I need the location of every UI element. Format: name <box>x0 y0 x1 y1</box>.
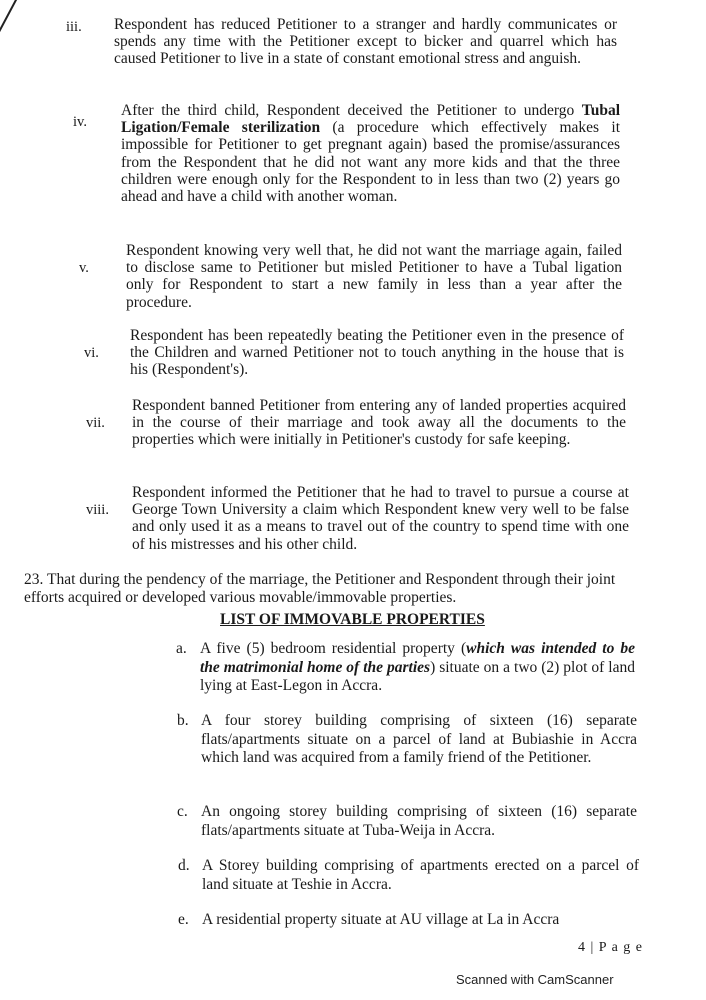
item-text: Respondent knowing very well that, he did not want the marriage again, failed to disclose same to Petitioner but misled Petitioner to have a Tubal ligation only for Respondent to start a new family in less than a year after the procedure. <box>126 242 622 311</box>
property-text-part: ) situate on a two (2) plot of land lying at East-Legon in Accra. <box>200 658 635 694</box>
list-item-vii <box>86 397 626 449</box>
list-item-viii <box>86 484 629 553</box>
item-text-emphasis: Tubal Ligation/Female sterilization <box>121 102 620 137</box>
property-item-d <box>178 857 639 894</box>
list-item-iii <box>66 16 617 68</box>
property-text: A four storey building comprising of sixteen (16) separate flats/apartments situate on a parcel of land at Bubiashie in Accra which land was acquired from a family friend of the Petitioner. <box>201 712 637 766</box>
page-edge-line <box>0 0 20 37</box>
item-number: iv. <box>73 114 87 130</box>
property-item-b <box>177 712 637 768</box>
property-letter: e. <box>178 911 189 928</box>
item-number: vi. <box>84 345 99 361</box>
property-text: An ongoing storey building comprising of sixteen (16) separate flats/apartments situate at Tuba-Weija in Accra. <box>201 803 637 839</box>
item-number: iii. <box>66 19 82 35</box>
item-number: vii. <box>86 415 105 431</box>
item-text: Respondent has reduced Petitioner to a stranger and hardly communicates or spends any time with the Petitioner except to bicker and quarrel which has caused Petitioner to live in a state of constant emotional stress and anguish. <box>114 16 617 68</box>
list-item-iv <box>73 102 620 205</box>
list-item-vi <box>84 327 624 379</box>
property-item-a <box>176 640 635 696</box>
section-heading: LIST OF IMMOVABLE PROPERTIES <box>220 611 485 628</box>
item-text: Respondent has been repeatedly beating the Petitioner even in the presence of the Children and warned Petitioner not to touch anything in the house that is his (Respondent's). <box>130 327 624 379</box>
property-letter: b. <box>177 712 189 729</box>
item-text-part: After the third child, Respondent deceived the Petitioner to undergo <box>121 102 582 119</box>
item-text: Respondent banned Petitioner from entering any of landed properties acquired in the course of their marriage and took away all the documents to the properties which were initially in Petitioner's custody for safe keeping. <box>132 397 626 449</box>
paragraph-23: 23. That during the pendency of the marriage, the Petitioner and Respondent through their joint efforts acquired or developed various movable/immovable properties. <box>24 571 616 606</box>
property-text-emphasis: which was intended to be the matrimonial home of the parties <box>200 640 635 676</box>
item-number: viii. <box>86 502 109 518</box>
page-number: 4 | P a g e <box>578 940 643 955</box>
property-letter: a. <box>176 640 187 657</box>
property-item-c <box>177 803 637 840</box>
property-item-e <box>178 911 639 930</box>
item-text <box>121 102 620 205</box>
item-text: Respondent informed the Petitioner that he had to travel to pursue a course at George Town University a claim which Respondent knew very well to be false and only used it as a means to travel out of the country to spend time with one of his mistresses and his other child. <box>132 484 629 553</box>
property-letter: d. <box>178 857 190 874</box>
scanner-watermark: Scanned with CamScanner <box>456 972 614 987</box>
property-text: A residential property situate at AU village at La in Accra <box>202 911 560 928</box>
item-number: v. <box>79 260 89 276</box>
property-letter: c. <box>177 803 188 820</box>
property-text: A Storey building comprising of apartments erected on a parcel of land situate at Teshie in Accra. <box>202 857 639 893</box>
list-item-v <box>79 242 622 311</box>
property-text-part: A five (5) bedroom residential property ( <box>200 640 467 657</box>
item-text-part: (a procedure which effectively makes it impossible for Petitioner to get pregnant again) based the promise/assurances from the Respondent that he did not want any more kids and that the three children were enough only for the Respondent to in less than two (2) years go ahead and have a child with another woman. <box>121 119 620 206</box>
